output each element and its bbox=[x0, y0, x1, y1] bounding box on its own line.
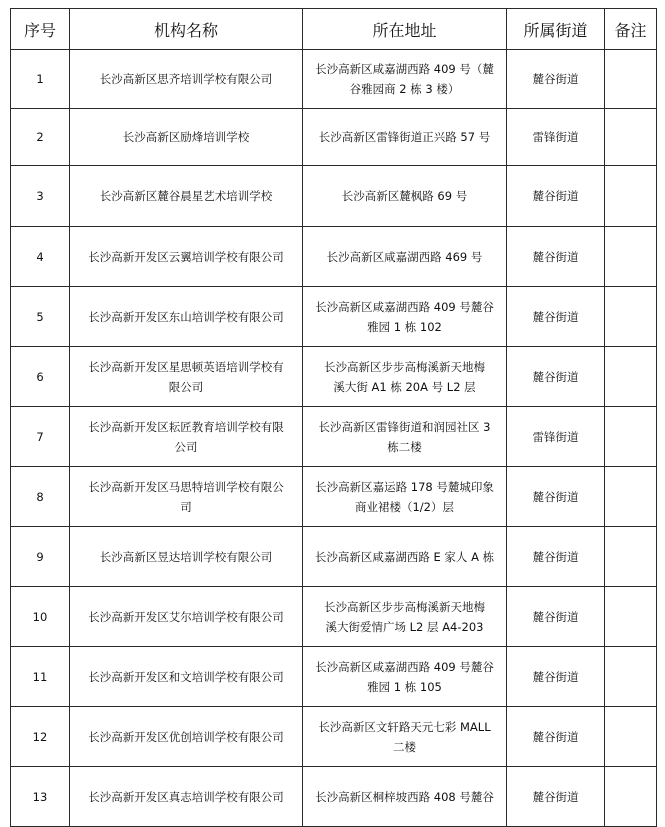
row-number: 4 bbox=[11, 227, 70, 287]
institution-address bbox=[303, 109, 507, 166]
table-row bbox=[11, 347, 657, 407]
institution-address-line: 溪大街 A1 栋 20A 号 L2 层 bbox=[333, 379, 476, 394]
institution-address-line: 长沙高新区文轩路天元七彩 MALL bbox=[318, 719, 491, 734]
row-number: 3 bbox=[11, 166, 70, 227]
row-number: 2 bbox=[11, 109, 70, 166]
institution-name-line: 限公司 bbox=[168, 379, 204, 394]
institution-address bbox=[303, 287, 507, 347]
table-row bbox=[11, 166, 657, 227]
table-row bbox=[11, 109, 657, 166]
institution-address bbox=[303, 587, 507, 647]
table-row bbox=[11, 287, 657, 347]
institution-name: 长沙高新区麓谷晨星艺术培训学校 bbox=[70, 166, 303, 227]
institution-address-line: 长沙高新区咸嘉湖西路 E 家人 A 栋 bbox=[314, 549, 495, 564]
document-page bbox=[10, 8, 656, 827]
row-number: 6 bbox=[11, 347, 70, 407]
institution-address-line: 长沙高新区咸嘉湖西路 409 号（麓 bbox=[315, 62, 494, 76]
note-cell bbox=[605, 287, 657, 347]
note-cell bbox=[605, 227, 657, 287]
institution-name-line: 长沙高新开发区耘匠教育培训学校有限 bbox=[88, 419, 284, 434]
institution-address bbox=[303, 166, 507, 227]
header-row bbox=[11, 9, 657, 50]
institution-name: 长沙高新区思齐培训学校有限公司 bbox=[70, 50, 303, 109]
row-number: 5 bbox=[11, 287, 70, 347]
header-name: 机构名称 bbox=[70, 9, 303, 50]
institution-name: 长沙高新开发区艾尔培训学校有限公司 bbox=[70, 587, 303, 647]
header-street: 所属街道 bbox=[507, 9, 605, 50]
street-name: 麓谷街道 bbox=[507, 587, 605, 647]
header-address: 所在地址 bbox=[303, 9, 507, 50]
note-cell bbox=[605, 647, 657, 707]
street-name: 麓谷街道 bbox=[507, 227, 605, 287]
note-cell bbox=[605, 767, 657, 827]
table-row bbox=[11, 227, 657, 287]
note-cell bbox=[605, 707, 657, 767]
table-row bbox=[11, 50, 657, 109]
row-number: 8 bbox=[11, 467, 70, 527]
header-no: 序号 bbox=[11, 9, 70, 50]
institution-address-line: 长沙高新区雷锋街道和润园社区 3 bbox=[318, 419, 491, 434]
note-cell bbox=[605, 407, 657, 467]
institution-address-line: 长沙高新区步步高梅溪新天地梅 bbox=[324, 599, 485, 614]
institution-address-line: 谷雅园商 2 栋 3 楼） bbox=[349, 82, 460, 96]
institution-address-line: 长沙高新区咸嘉湖西路 409 号麓谷 bbox=[315, 659, 494, 674]
street-name: 麓谷街道 bbox=[507, 166, 605, 227]
institution-address-line: 长沙高新区麓枫路 69 号 bbox=[341, 189, 468, 203]
street-name: 麓谷街道 bbox=[507, 287, 605, 347]
institution-address bbox=[303, 347, 507, 407]
institution-address-line: 溪大街爱情广场 L2 层 A4-203 bbox=[325, 619, 484, 634]
street-name: 麓谷街道 bbox=[507, 347, 605, 407]
table-row bbox=[11, 407, 657, 467]
institution-name bbox=[70, 407, 303, 467]
row-number: 12 bbox=[11, 707, 70, 767]
institution-address-line: 栋二楼 bbox=[387, 439, 422, 454]
row-number: 1 bbox=[11, 50, 70, 109]
institution-name-line: 长沙高新开发区马思特培训学校有限公 bbox=[88, 479, 284, 494]
note-cell bbox=[605, 467, 657, 527]
institution-name: 长沙高新开发区东山培训学校有限公司 bbox=[70, 287, 303, 347]
note-cell bbox=[605, 166, 657, 227]
street-name: 麓谷街道 bbox=[507, 767, 605, 827]
note-cell bbox=[605, 109, 657, 166]
institution-name-line: 司 bbox=[180, 499, 192, 514]
table-row bbox=[11, 647, 657, 707]
institution-name-line: 公司 bbox=[174, 439, 198, 454]
street-name: 麓谷街道 bbox=[507, 467, 605, 527]
street-name: 雷锋街道 bbox=[507, 407, 605, 467]
institution-address-line: 长沙高新区嘉运路 178 号麓城印象 bbox=[315, 479, 494, 494]
row-number: 9 bbox=[11, 527, 70, 587]
note-cell bbox=[605, 587, 657, 647]
institution-name: 长沙高新区昱达培训学校有限公司 bbox=[70, 527, 303, 587]
institution-address-line: 长沙高新区步步高梅溪新天地梅 bbox=[324, 359, 485, 374]
header-note: 备注 bbox=[605, 9, 657, 50]
table-row bbox=[11, 587, 657, 647]
table-row bbox=[11, 707, 657, 767]
institution-address bbox=[303, 647, 507, 707]
institution-address bbox=[303, 707, 507, 767]
street-name: 麓谷街道 bbox=[507, 707, 605, 767]
institution-name bbox=[70, 467, 303, 527]
institution-name: 长沙高新开发区云翼培训学校有限公司 bbox=[70, 227, 303, 287]
institution-name: 长沙高新开发区真志培训学校有限公司 bbox=[70, 767, 303, 827]
institution-table bbox=[10, 8, 657, 827]
institution-address bbox=[303, 767, 507, 827]
row-number: 10 bbox=[11, 587, 70, 647]
institution-address-line: 长沙高新区咸嘉湖西路 409 号麓谷 bbox=[315, 299, 494, 314]
street-name: 麓谷街道 bbox=[507, 50, 605, 109]
institution-name: 长沙高新开发区优创培训学校有限公司 bbox=[70, 707, 303, 767]
note-cell bbox=[605, 50, 657, 109]
institution-name-line: 长沙高新开发区星思顿英语培训学校有 bbox=[88, 359, 284, 374]
note-cell bbox=[605, 527, 657, 587]
institution-address-line: 二楼 bbox=[392, 739, 416, 754]
institution-name: 长沙高新区励烽培训学校 bbox=[70, 109, 303, 166]
street-name: 麓谷街道 bbox=[507, 527, 605, 587]
table-row bbox=[11, 767, 657, 827]
street-name: 麓谷街道 bbox=[507, 647, 605, 707]
institution-address bbox=[303, 527, 507, 587]
institution-address-line: 雅园 1 栋 105 bbox=[367, 679, 442, 694]
note-cell bbox=[605, 347, 657, 407]
street-name: 雷锋街道 bbox=[507, 109, 605, 166]
row-number: 13 bbox=[11, 767, 70, 827]
institution-name bbox=[70, 347, 303, 407]
institution-address-line: 商业裙楼（1/2）层 bbox=[354, 499, 454, 514]
row-number: 11 bbox=[11, 647, 70, 707]
institution-name: 长沙高新开发区和文培训学校有限公司 bbox=[70, 647, 303, 707]
institution-address bbox=[303, 467, 507, 527]
institution-address-line: 长沙高新区咸嘉湖西路 469 号 bbox=[326, 249, 483, 264]
table-body bbox=[11, 50, 657, 827]
institution-address bbox=[303, 407, 507, 467]
institution-address-line: 雅园 1 栋 102 bbox=[367, 319, 442, 334]
institution-address-line: 长沙高新区桐梓坡西路 408 号麓谷 bbox=[315, 789, 494, 804]
institution-address-line: 长沙高新区雷锋街道正兴路 57 号 bbox=[318, 130, 491, 144]
table-row bbox=[11, 467, 657, 527]
institution-address bbox=[303, 227, 507, 287]
table-row bbox=[11, 527, 657, 587]
institution-address bbox=[303, 50, 507, 109]
row-number: 7 bbox=[11, 407, 70, 467]
